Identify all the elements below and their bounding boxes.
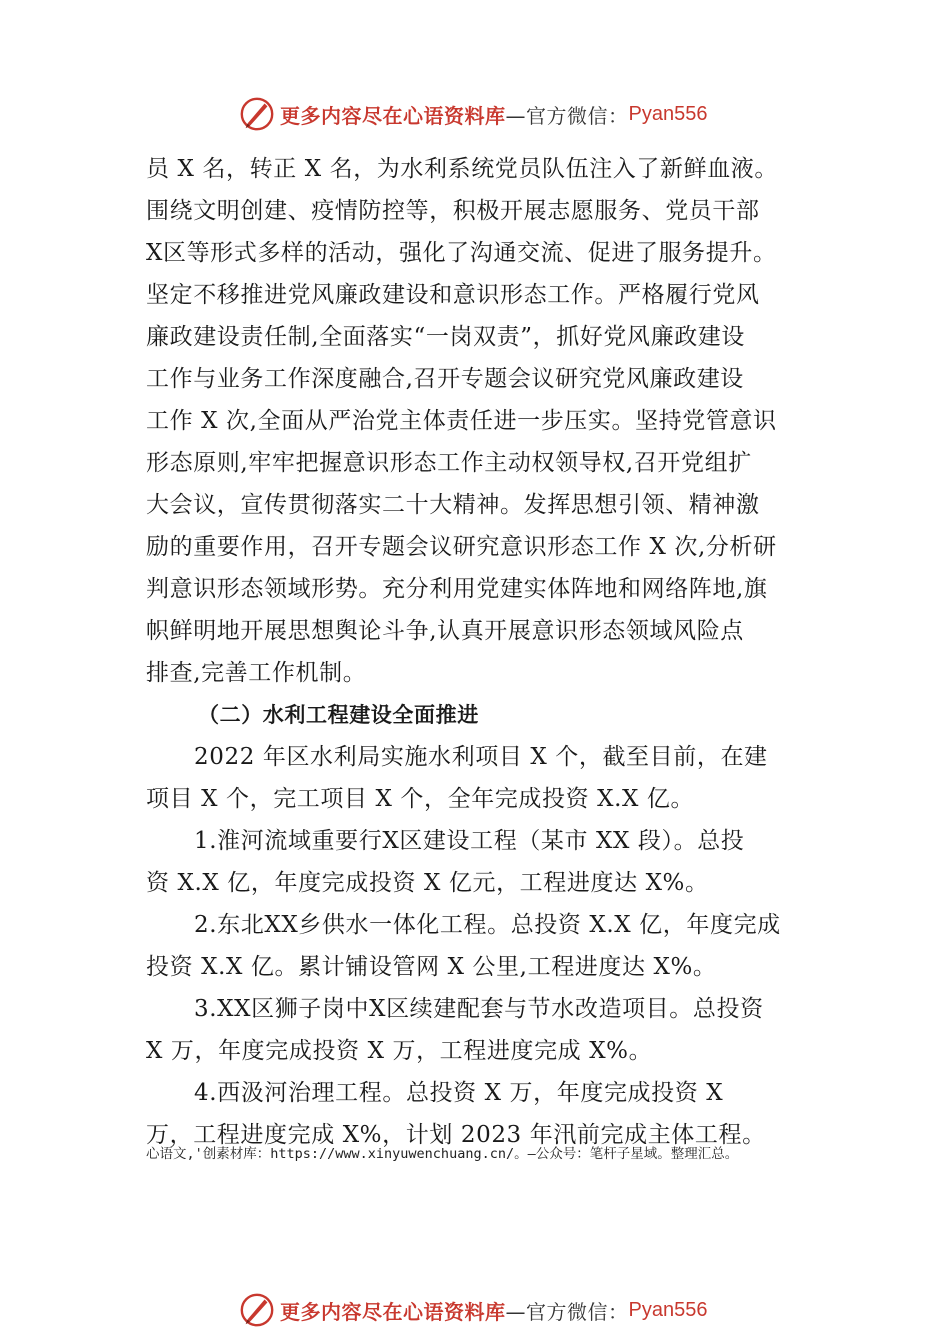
section-line: 2022 年区水利局实施水利项目 X 个，截至目前，在建 xyxy=(194,744,768,770)
banner-wechat-id: Pyan556 xyxy=(628,1298,708,1321)
body-line: 廉政建设责任制,全面落实“一岗双责”，抓好党风廉政建设 xyxy=(146,324,746,350)
banner-wechat-id: Pyan556 xyxy=(628,102,708,125)
body-line: 坚定不移推进党风廉政建设和意识形态工作。严格履行党风 xyxy=(146,282,760,308)
body-line: 形态原则,牢牢把握意识形态工作主动权领导权,召开党组扩 xyxy=(146,450,752,476)
body-line: 帜鲜明地开展思想舆论斗争,认真开展意识形态领域风险点 xyxy=(146,618,744,644)
quill-logo-icon xyxy=(238,1291,276,1329)
section-line: 投资 X.X 亿。累计铺设管网 X 公里,工程进度达 X%。 xyxy=(146,954,717,980)
banner-library-text: 更多内容尽在心语资料库 xyxy=(280,103,506,128)
section-heading: （二）水利工程建设全面推进 xyxy=(198,702,479,727)
section-line: X 万，年度完成投资 X 万，工程进度完成 X%。 xyxy=(146,1038,653,1064)
body-line: X区等形式多样的活动，强化了沟通交流、促进了服务提升。 xyxy=(146,240,777,266)
section-line: 4.西汲河治理工程。总投资 X 万，年度完成投资 X xyxy=(194,1080,724,1106)
body-line: 判意识形态领域形势。充分利用党建实体阵地和网络阵地,旗 xyxy=(146,576,768,602)
quill-logo-icon xyxy=(238,95,276,133)
body-line: 励的重要作用，召开专题会议研究意识形态工作 X 次,分析研 xyxy=(146,534,777,560)
footer-banner xyxy=(238,1290,707,1330)
banner-wechat-label: —官方微信： xyxy=(505,1299,629,1324)
body-line: 围绕文明创建、疫情防控等，积极开展志愿服务、党员干部 xyxy=(146,198,760,224)
section-line: 3.XX区狮子岗中X区续建配套与节水改造项目。总投资 xyxy=(194,996,764,1022)
header-banner xyxy=(238,94,707,134)
section-line: 2.东北XX乡供水一体化工程。总投资 X.X 亿，年度完成 xyxy=(194,912,781,938)
body-line: 工作与业务工作深度融合,召开专题会议研究党风廉政建设 xyxy=(146,366,744,392)
section-line: 万，工程进度完成 X%，计划 2023 年汛前完成主体工程。 xyxy=(146,1122,766,1148)
body-line: 大会议，宣传贯彻落实二十大精神。发挥思想引领、精神激 xyxy=(146,492,760,518)
document-body xyxy=(146,148,806,1156)
body-line: 排查,完善工作机制。 xyxy=(146,660,367,686)
section-line: 项目 X 个，完工项目 X 个，全年完成投资 X.X 亿。 xyxy=(146,786,695,812)
body-line: 员 X 名，转正 X 名，为水利系统党员队伍注入了新鲜血液。 xyxy=(146,156,778,182)
section-line: 资 X.X 亿，年度完成投资 X 亿元，工程进度达 X%。 xyxy=(146,870,709,896)
banner-wechat-label: —官方微信： xyxy=(505,103,629,128)
footer-note: 心语文,'创素材库：https://www.xinyuwenchuang.cn/。—公众号：笔杆子星域。整理汇总。 xyxy=(146,1146,739,1162)
body-line: 工作 X 次,全面从严治党主体责任进一步压实。坚持党管意识 xyxy=(146,408,777,434)
banner-library-text: 更多内容尽在心语资料库 xyxy=(280,1299,506,1324)
section-line: 1.淮河流域重要行X区建设工程（某市 XX 段）。总投 xyxy=(194,828,745,854)
